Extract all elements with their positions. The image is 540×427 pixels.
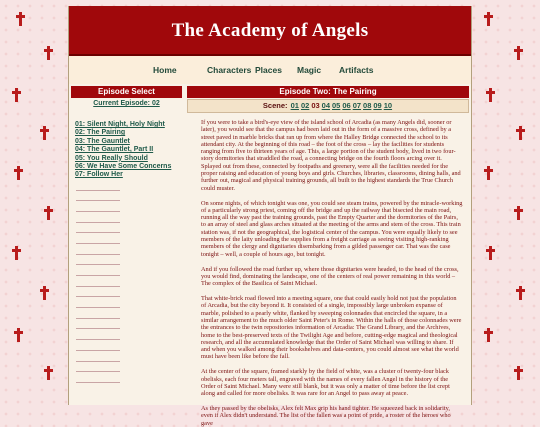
story-paragraph: At the center of the square, framed starkly by the field of white, was a cluster of twenty-four black obelisks, each four meters tall, engraved with the names of every fallen Angel in the history of the Order of Saint Michael. Many were still blank, but it was only a matter of time before the list crept along and called for more obelisks. It was rare for an Angel to pass away at peace. [201,368,450,398]
episode-link-02[interactable]: 02: The Pairing [75,129,126,137]
empty-slot [76,180,120,191]
story-paragraph: On some nights, of which tonight was one, you could see steam trains, powered by the miracle-working of a particularly strong priest, coming off the bridge and up the railway that bisected the main road, running all the way past the training grounds, past the Empty Quarter and the dormitories of the Pairs, to an array of steel and glass arches situated at the meeting of the arms and stem of the cross. This train station was, if not the geographical, the logistical center of the campus. You were equally likely to see members of the laity unloading the supplies from a freight carriage as seeing visiting high-ranking members of the clergy and dignitaries disembarking from a gilded passenger car. That was the case tonight – well, a couple of hours ago, but tonight. [201,199,463,258]
cross-icon [44,206,53,220]
cross-icon [514,366,523,380]
empty-slot [76,276,120,287]
scene-link-01[interactable]: 01 [290,101,299,110]
scene-link-06[interactable]: 06 [342,101,351,110]
cross-icon [484,12,493,26]
scene-links [290,101,393,110]
cross-icon [12,88,21,102]
empty-slot [76,351,120,362]
nav-artifacts[interactable]: Artifacts [339,65,374,75]
nav-home[interactable]: Home [153,65,177,75]
story-paragraph: That white-brick road flowed into a meeting square, one that could easily hold not just the population of Arcadia, but the city beyond it. It consisted of a single, impossibly large unbroken expanse of marble, polished to a pearly white, flanked by sweeping colonnades that encircled the square, in a similar arrangement to the much older Saint Peter's in Rome. Within the halls of those colonnades were the entrances to the twin repositories information of Arcadia: The Grand Library, and the Archives, home to the best-preserved texts of the Twilight Age and before, cutting-edge magical and theological research, and all the accumulated knowledge that the Order of Saint Michael was willing to share. If and when you walked among their bookshelves and data-centers, you could almost see what the world must have been like before the fall. [201,295,462,361]
empty-slot [76,329,120,340]
list-item [75,138,182,146]
site-header [69,6,471,56]
episode-link-03[interactable]: 03: The Gauntlet [75,137,130,145]
story-text [187,119,469,427]
list-item [75,155,182,163]
scene-link-05[interactable]: 05 [332,101,341,110]
empty-slot [76,265,120,276]
episode-link-01[interactable]: 01: Silent Night, Holy Night [75,121,165,128]
scene-link-02[interactable]: 02 [300,101,310,110]
empty-slot [76,201,120,212]
story-content [187,99,469,427]
empty-slot [76,340,120,351]
scene-link-10[interactable]: 10 [383,101,393,110]
list-item [75,163,182,171]
scene-link-09[interactable]: 09 [373,101,382,110]
empty-slot [76,319,120,330]
story-paragraph: If you were to take a bird's-eye view of the island school of Arcadia (as many Angels did, sooner or later), you would see that the campus had been laid out in the form of a massive cross, defined by a street paved in marble bricks that ran up from where the Halley Bridge connected the school to its attendant city. At the beginning of this road – the foot of the cross – lay the facilities for students ranging from five to thirteen years of age. This, a large portion of the student body, lived in two four-story dormitories that straddled the road, a connecting bridge on the fourth floors arcing over it. Splayed out from these, connected by footpaths and greenery, were all the facilities needed for the proper raising and education of young boys and girls. Churches, libraries, classrooms, dining halls, and further out, magical and physical training grounds, all built to the highest standards the True Church could muster. [201,119,461,192]
list-item [75,171,182,179]
cross-icon [44,46,53,60]
cross-icon [40,286,49,300]
empty-slot [76,212,120,223]
episode-title-header: Episode Two: The Pairing [187,86,469,98]
list-item [75,129,182,137]
scene-link-07[interactable]: 07 [352,101,362,110]
cross-icon [484,166,493,180]
empty-slot [76,308,120,319]
empty-episode-slots [71,180,182,383]
episode-sidebar [71,99,182,405]
list-item [75,121,182,129]
episode-link-05[interactable]: 05: You Really Should [75,154,148,162]
empty-slot [76,287,120,298]
story-paragraph: As they passed by the obelisks, Alex felt Max grip his hand tighter. He squeezed back in solidarity, even if Alex didn't understand. The list of the fallen was a point of pride, a roster of the heroes who gave [201,405,451,427]
cross-icon [16,12,25,26]
cross-icon [44,366,53,380]
cross-icon [12,246,21,260]
story-paragraph: And if you followed the road further up, where those dignitaries were headed, to the head of the cross, you would find, dominating the landscape, one of the centers of real power remaining in this world – The complex of the Basilica of Saint Michael. [201,265,459,288]
empty-slot [76,223,120,234]
episode-link-04[interactable]: 04: The Gauntlet, Part II [75,146,154,154]
empty-slot [76,233,120,244]
main-nav [69,56,471,84]
empty-slot [76,244,120,255]
cross-icon [516,286,525,300]
current-episode-label[interactable]: Current Episode: 02 [93,100,160,107]
episode-link-07[interactable]: 07: Follow Her [75,171,123,179]
scene-link-04[interactable]: 04 [321,101,330,110]
cross-icon [40,126,49,140]
empty-slot [76,362,120,373]
scene-label: Scene: [262,101,288,110]
cross-icon [514,206,523,220]
cross-icon [486,246,495,260]
empty-slot [76,255,120,266]
cross-icon [484,328,493,342]
cross-icon [14,328,23,342]
empty-slot [76,191,120,202]
empty-slot [76,297,120,308]
list-item [75,146,182,154]
scene-selector [187,99,469,113]
empty-slot [76,372,120,383]
cross-icon [516,126,525,140]
episode-list [71,121,182,180]
scene-link-03: 03 [311,101,320,110]
episode-link-06[interactable]: 06: We Have Some Concerns [75,163,172,171]
site-title: The Academy of Angels [171,20,369,41]
nav-magic[interactable]: Magic [297,65,322,75]
scene-link-08[interactable]: 08 [363,101,372,110]
nav-places[interactable]: Places [255,65,282,75]
cross-icon [486,88,495,102]
cross-icon [514,46,523,60]
page-frame [68,6,472,427]
episode-select-header: Episode Select [71,86,182,98]
cross-icon [14,166,23,180]
nav-characters[interactable]: Characters [207,65,252,75]
